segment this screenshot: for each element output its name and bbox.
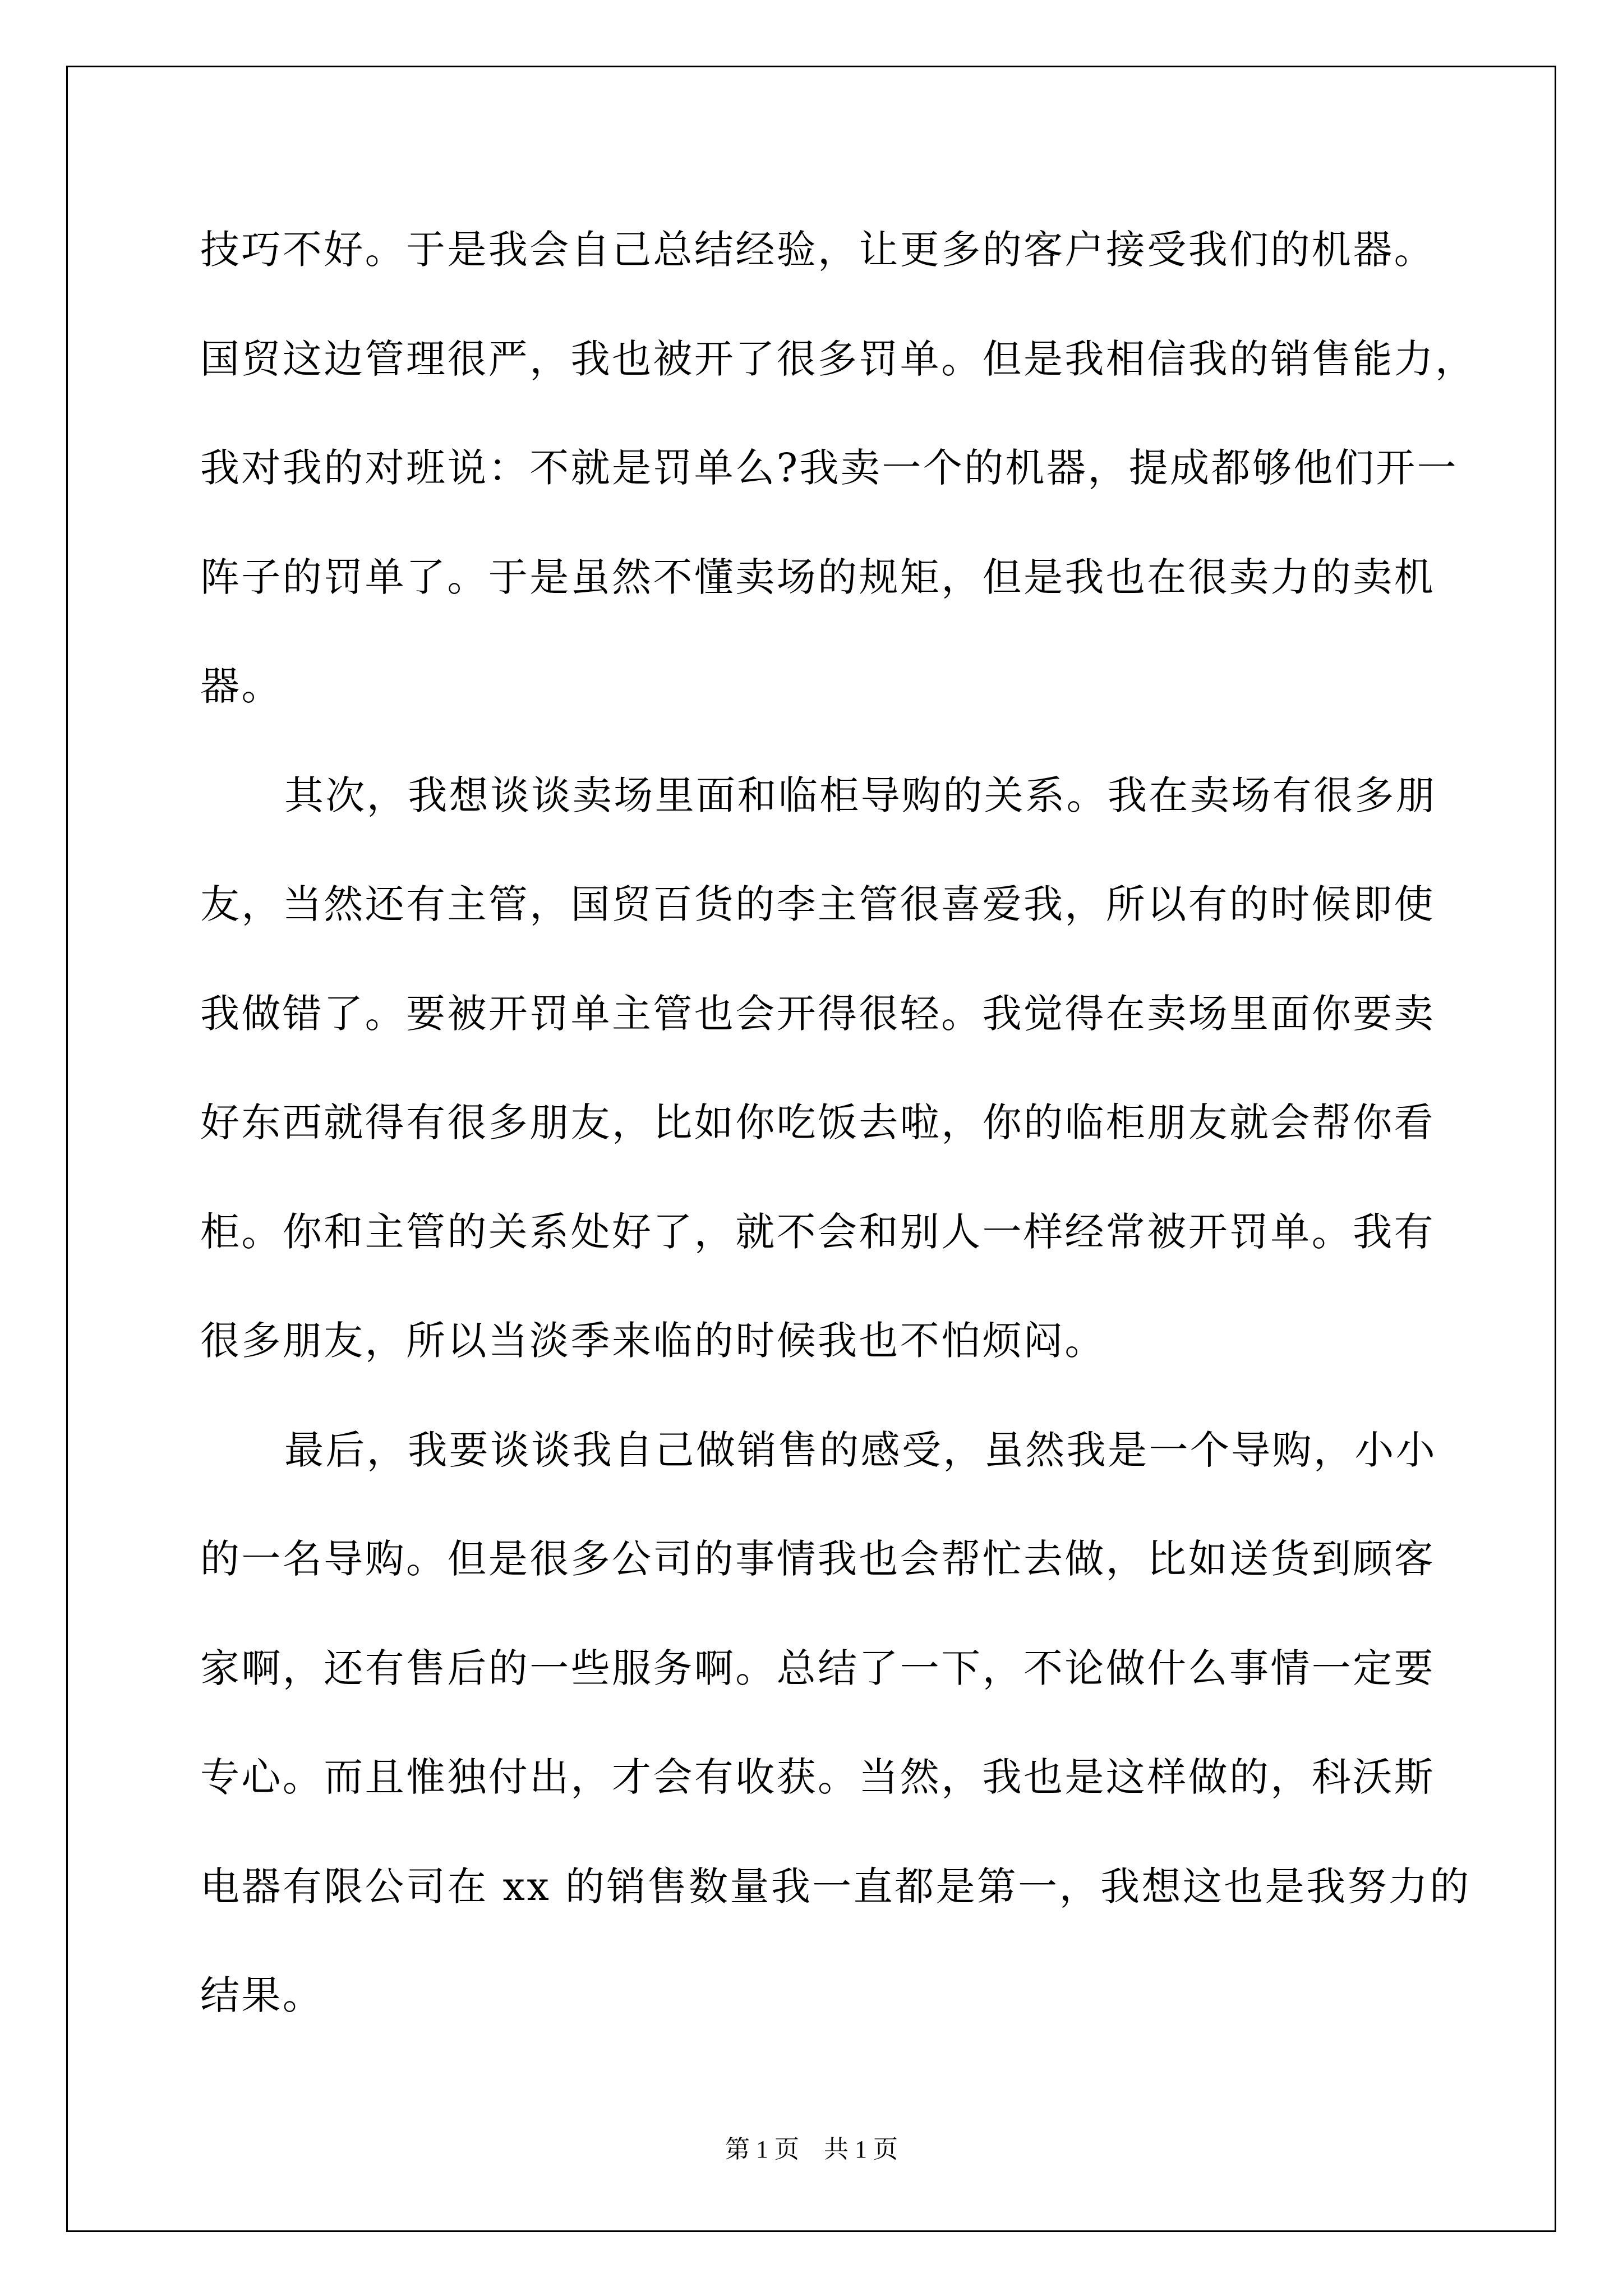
text-line: 我做错了。要被开罚单主管也会开得很轻。我觉得在卖场里面你要卖: [200, 990, 1435, 1037]
text-line: 国贸这边管理很严，我也被开了很多罚单。但是我相信我的销售能力，: [200, 335, 1477, 382]
text-line: 结果。: [200, 1972, 324, 2018]
text-line: 好东西就得有很多朋友，比如你吃饭去啦，你的临柜朋友就会帮你看: [200, 1099, 1435, 1145]
text-line: 器。: [200, 663, 283, 709]
text-line: 阵子的罚单了。于是虽然不懂卖场的规矩，但是我也在很卖力的卖机: [200, 554, 1435, 600]
text-line: 友，当然还有主管，国贸百货的李主管很喜爱我，所以有的时候即使: [200, 881, 1435, 927]
text-line: 技巧不好。于是我会自己总结经验，让更多的客户接受我们的机器。: [200, 227, 1435, 273]
paragraph-start-line: 最后，我要谈谈我自己做销售的感受，虽然我是一个导购，小小: [284, 1427, 1437, 1473]
text-line: 家啊，还有售后的一些服务啊。总结了一下，不论做什么事情一定要: [200, 1645, 1435, 1691]
text-line: 电器有限公司在 xx 的销售数量我一直都是第一，我想这也是我努力的: [200, 1863, 1471, 1910]
text-line: 专心。而且惟独付出，才会有收获。当然，我也是这样做的，科沃斯: [200, 1754, 1435, 1800]
paragraph-start-line: 其次，我想谈谈卖场里面和临柜导购的关系。我在卖场有很多朋: [284, 772, 1437, 818]
text-line: 柜。你和主管的关系处好了，就不会和别人一样经常被开罚单。我有: [200, 1208, 1435, 1255]
text-line: 的一名导购。但是很多公司的事情我也会帮忙去做，比如送货到顾客: [200, 1536, 1435, 1582]
page-number-footer: 第 1 页 共 1 页: [725, 2136, 898, 2163]
document-body: [200, 195, 1477, 2050]
text-line: 很多朋友，所以当淡季来临的时候我也不怕烦闷。: [200, 1318, 1106, 1364]
text-line: 我对我的对班说：不就是罚单么?我卖一个的机器，提成都够他们开一: [200, 445, 1458, 491]
